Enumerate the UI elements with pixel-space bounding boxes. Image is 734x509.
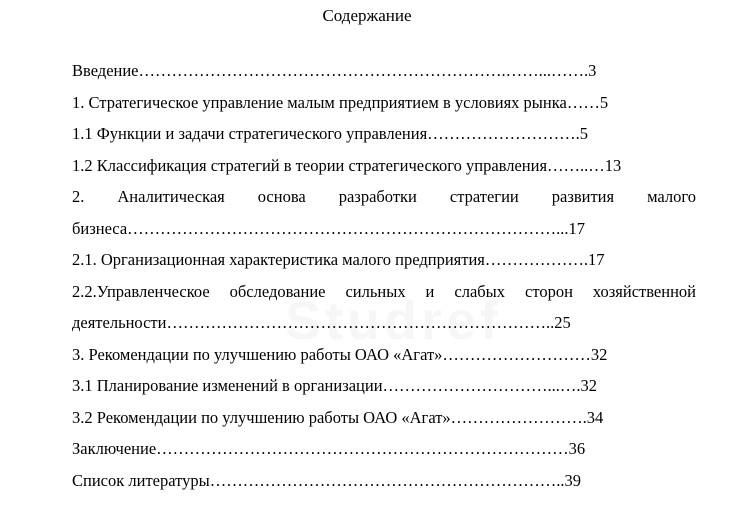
toc-entry-section-2-1: 2.1. Организационная характеристика малого предприятия……………….17 bbox=[72, 250, 605, 269]
toc-entry-conclusion: Заключение…………………………………………………………………36 bbox=[72, 439, 586, 458]
toc-entry-section-3-1: 3.1 Планирование изменений в организации…………………………...….32 bbox=[72, 376, 598, 395]
toc-entry-chapter-2: 2. Аналитическая основа разработки стратегии развития малого bbox=[72, 187, 696, 206]
toc-entry-chapter-3: 3. Рекомендации по улучшению работы ОАО «Агат»………………………32 bbox=[72, 344, 608, 364]
toc-entry-chapter-1: 1. Стратегическое управление малым предприятием в условиях рынка……5 bbox=[72, 92, 609, 112]
toc-entry-section-2-2: 2.2.Управленческое обследование сильных и слабых сторон хозяйственной bbox=[72, 281, 696, 301]
toc-entry-introduction: Введение………………………………………………………….……...…….3 bbox=[72, 61, 597, 80]
toc-entry-section-2-2-cont: деятельности……………………………………………………………..25 bbox=[72, 313, 571, 332]
toc-entry-section-1-2: 1.2 Классификация стратегий в теории стратегического управления……..…13 bbox=[72, 155, 622, 175]
page-title: Содержание bbox=[322, 6, 412, 25]
toc-entry-chapter-2-cont: бизнеса……………………………………………………………………...17 bbox=[72, 218, 586, 238]
table-of-contents bbox=[72, 60, 696, 501]
toc-entry-references: Список литературы………………………………………………………..39 bbox=[72, 470, 581, 490]
toc-entry-section-3-2: 3.2 Рекомендации по улучшению работы ОАО «Агат»…………………….34 bbox=[72, 407, 604, 427]
toc-entry-section-1-1: 1.1 Функции и задачи стратегического управления……………………….5 bbox=[72, 124, 589, 143]
